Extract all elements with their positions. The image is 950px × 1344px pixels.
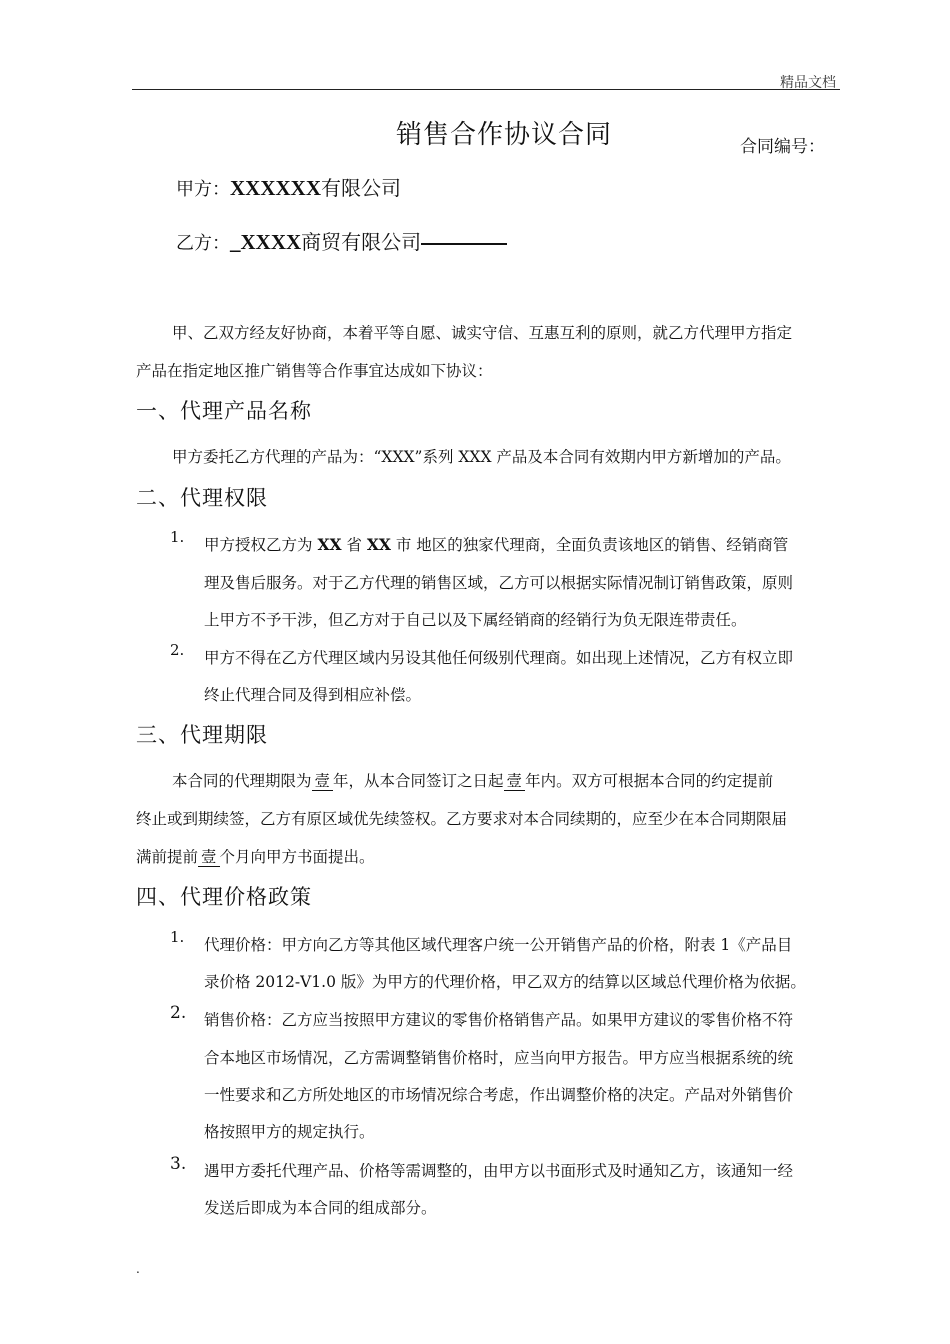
section-4-item-3-line-2: 发送后即成为本合同的组成部分。 xyxy=(204,1199,437,1217)
party-a-label: 甲方： xyxy=(176,179,230,200)
footer-dot: . xyxy=(136,1262,140,1276)
section-2-item-1-number: 1. xyxy=(170,528,185,546)
section-3-line-3 xyxy=(136,840,375,874)
section-2-item-1-line-1 xyxy=(204,528,788,562)
notice-months-blank: 壹 xyxy=(198,848,220,867)
party-a-name: 有限公司 xyxy=(321,176,401,200)
header-rule xyxy=(132,89,840,90)
section-1-heading: 一、代理产品名称 xyxy=(136,399,312,423)
party-b-name: 商贸有限公司 xyxy=(301,230,422,254)
text-fragment: 甲方授权乙方为 xyxy=(204,536,318,554)
header-tag: 精品文档 xyxy=(780,75,836,91)
section-2-item-1-line-3: 上甲方不予干涉，但乙方对于自己以及下属经销商的经销行为负无限连带责任。 xyxy=(204,611,747,629)
intro-line-2: 产品在指定地区推广销售等合作事宜达成如下协议： xyxy=(136,362,493,380)
section-1-text: 甲方委托乙方代理的产品为：“XXX”系列 XXX 产品及本合同有效期内甲方新增加的产品。 xyxy=(172,448,791,466)
section-4-item-2-line-3: 一性要求和乙方所处地区的市场情况综合考虑，作出调整价格的决定。产品对外销售价 xyxy=(204,1086,794,1104)
section-4-item-2-number: 2. xyxy=(170,1003,187,1023)
section-4-item-1-number: 1. xyxy=(170,928,185,946)
text-fragment: 个月向甲方书面提出。 xyxy=(219,848,375,866)
text-fragment: 年，从本合同签订之日起 xyxy=(333,772,504,790)
party-b-blank-line xyxy=(421,242,507,245)
section-2-item-2-line-1: 甲方不得在乙方代理区域内另设其他任何级别代理商。如出现上述情况，乙方有权立即 xyxy=(204,649,794,667)
text-fragment: 年内。双方可根据本合同的约定提前 xyxy=(525,772,774,790)
section-3-heading: 三、代理期限 xyxy=(136,723,268,747)
section-4-item-2-line-4: 格按照甲方的规定执行。 xyxy=(204,1123,375,1141)
term-start-blank: 壹 xyxy=(504,772,526,791)
page-title: 销售合作协议合同 xyxy=(396,120,613,150)
party-b-prefix: _ xyxy=(230,230,241,254)
section-4-item-3-number: 3. xyxy=(170,1154,187,1174)
text-fragment: 本合同的代理期限为 xyxy=(172,772,312,790)
province-placeholder: XX xyxy=(317,535,342,554)
section-3-line-2: 终止或到期续签，乙方有原区域优先续签权。乙方要求对本合同续期的，应至少在本合同期限届 xyxy=(136,810,788,828)
term-years-blank: 壹 xyxy=(312,772,334,791)
party-a xyxy=(176,172,401,201)
city-placeholder: XX xyxy=(366,535,391,554)
party-b-label: 乙方： xyxy=(176,233,230,254)
section-2-heading: 二、代理权限 xyxy=(136,486,268,510)
party-b-code: XXXX xyxy=(240,230,302,254)
section-2-item-2-number: 2. xyxy=(170,641,185,659)
section-2-item-2-line-2: 终止代理合同及得到相应补偿。 xyxy=(204,686,422,704)
section-2-item-1-line-2: 理及售后服务。对于乙方代理的销售区域，乙方可以根据实际情况制订销售政策，原则 xyxy=(204,574,794,592)
section-4-item-3-line-1: 遇甲方委托代理产品、价格等需调整的，由甲方以书面形式及时通知乙方，该通知一经 xyxy=(204,1162,794,1180)
party-b xyxy=(176,226,507,255)
section-3-line-1 xyxy=(172,764,773,798)
text-fragment: 市 地区的独家代理商，全面负责该地区的销售、经销商管 xyxy=(390,536,789,554)
section-4-item-2-line-2: 合本地区市场情况，乙方需调整销售价格时，应当向甲方报告。甲方应当根据系统的统 xyxy=(204,1049,794,1067)
section-4-item-1-line-2: 录价格 2012-V1.0 版》为甲方的代理价格，甲乙双方的结算以区域总代理价格为依据。 xyxy=(204,973,806,991)
contract-number-label: 合同编号： xyxy=(740,137,825,157)
party-a-code: XXXXXX xyxy=(230,176,321,200)
intro-line-1: 甲、乙双方经友好协商，本着平等自愿、诚实守信、互惠互利的原则，就乙方代理甲方指定 xyxy=(172,324,793,342)
text-fragment: 满前提前 xyxy=(136,848,199,866)
text-fragment: 省 xyxy=(341,536,367,554)
section-4-item-1-line-1: 代理价格：甲方向乙方等其他区域代理客户统一公开销售产品的价格，附表 1《产品目 xyxy=(204,936,793,954)
section-4-item-2-line-1: 销售价格：乙方应当按照甲方建议的零售价格销售产品。如果甲方建议的零售价格不符 xyxy=(204,1011,794,1029)
section-4-heading: 四、代理价格政策 xyxy=(136,885,312,909)
